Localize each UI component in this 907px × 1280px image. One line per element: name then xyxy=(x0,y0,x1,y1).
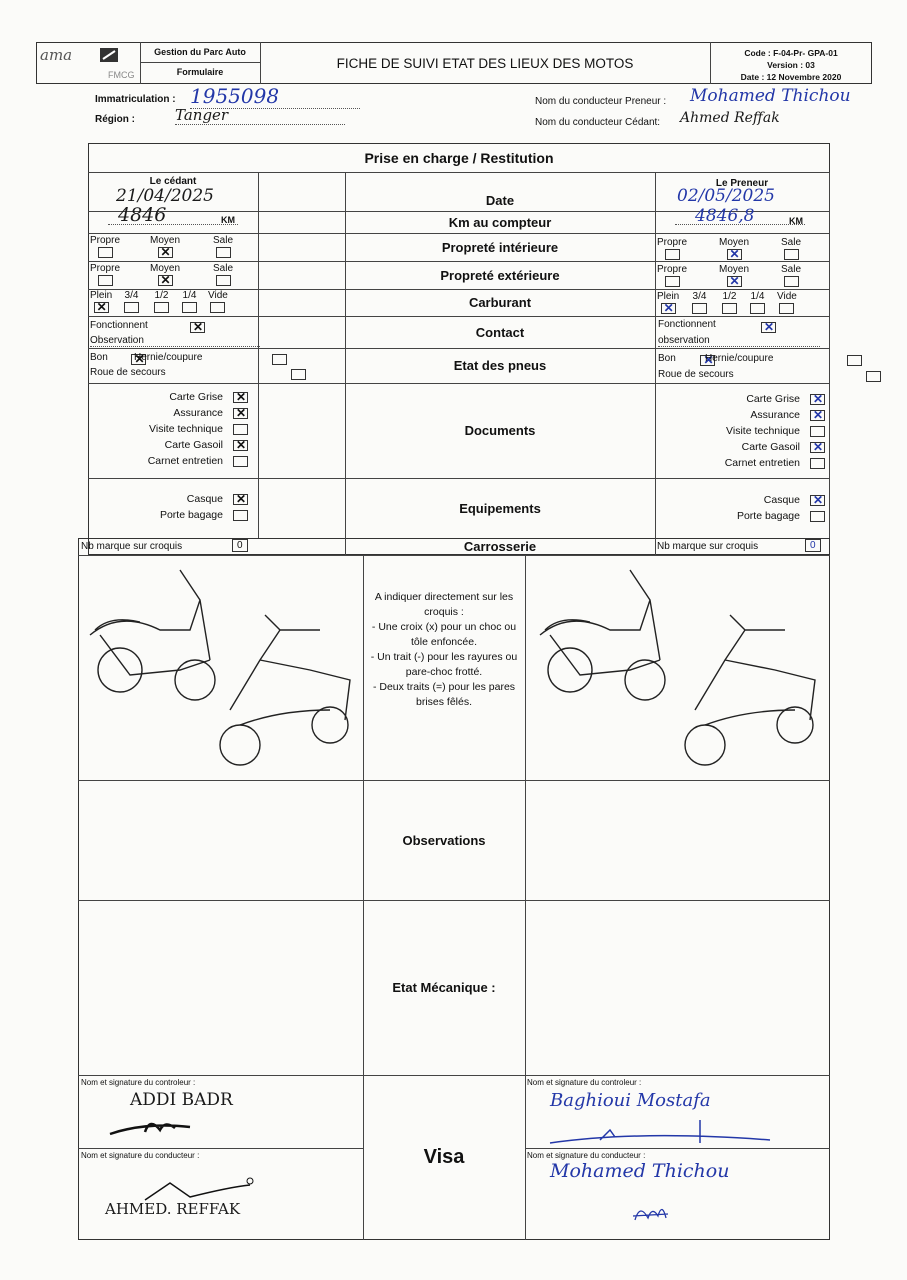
preneur-label: Nom du conducteur Preneur : xyxy=(535,96,667,107)
preneur-conducteur-signature[interactable]: Mohamed Thichou xyxy=(550,1160,730,1182)
signature-scribble-icon xyxy=(540,1115,780,1150)
preneur-contact-checkbox[interactable] xyxy=(761,322,776,333)
preneur-heading: Le Preneur xyxy=(715,177,769,189)
cedant-conducteur-label: Nom et signature du conducteur : xyxy=(81,1151,200,1160)
cedant-km[interactable]: 4846 xyxy=(118,204,167,226)
cedant-assurance-checkbox[interactable] xyxy=(233,408,248,419)
cedant-label: Nom du conducteur Cédant: xyxy=(535,117,661,128)
cedant-fuel-34-checkbox[interactable] xyxy=(124,302,139,313)
preneur-controleur-signature[interactable]: Baghioui Mostafa xyxy=(550,1090,711,1111)
preneur-assurance-checkbox[interactable] xyxy=(810,410,825,421)
scooter-sketches-cedant[interactable] xyxy=(80,560,360,775)
immat-value[interactable]: 1955098 xyxy=(190,84,360,109)
signature-scribble-icon xyxy=(105,1112,195,1142)
preneur-fuel-plein-checkbox[interactable] xyxy=(661,303,676,314)
cedant-roue-checkbox[interactable] xyxy=(291,369,306,380)
preneur-prop-ext-propre-checkbox[interactable] xyxy=(665,276,680,287)
scooter-front-icon xyxy=(685,615,815,765)
region-value[interactable]: Tanger xyxy=(175,106,345,125)
preneur-km[interactable]: 4846,8 xyxy=(695,206,755,226)
doc-version: Version : 03 xyxy=(767,60,815,70)
carrosserie-instructions: A indiquer directement sur les croquis : - Une croix (x) pour un choc ou tôle enfoncée. - Un trait (-) pour les rayures ou pare-choc frotté. - Deux traits (=) pour les pares brises fêlés. xyxy=(370,591,518,708)
preneur-value[interactable]: Mohamed Thichou xyxy=(690,86,851,106)
preneur-date[interactable]: 02/05/2025 xyxy=(677,186,775,206)
cedant-prop-int-propre-checkbox[interactable] xyxy=(98,247,113,258)
scooter-side-icon xyxy=(90,570,215,700)
cedant-fuel-12-checkbox[interactable] xyxy=(154,302,169,313)
row-prop-int: Propreté intérieure xyxy=(441,239,559,255)
row-carrosserie: Carrosserie xyxy=(463,539,537,554)
cedant-nb-marque-label: Nb marque sur croquis xyxy=(81,541,183,552)
cedant-prop-ext-moyen-checkbox[interactable] xyxy=(158,275,173,286)
preneur-prop-ext-moyen-checkbox[interactable] xyxy=(727,276,742,287)
row-km: Km au compteur xyxy=(448,214,552,230)
cedant-fuel-vide-checkbox[interactable] xyxy=(210,302,225,313)
doc-type-label: Formulaire xyxy=(176,67,224,77)
doc-meta xyxy=(710,47,872,83)
preneur-nb-marque-value[interactable]: 0 xyxy=(805,539,821,552)
table-title: Prise en charge / Restitution xyxy=(364,149,554,166)
cedant-controleur-label: Nom et signature du controleur : xyxy=(81,1078,196,1087)
row-observations: Observations xyxy=(402,832,486,848)
cedant-carte-grise-checkbox[interactable] xyxy=(233,392,248,403)
row-carburant: Carburant xyxy=(468,295,532,310)
cedant-prop-int-moyen-checkbox[interactable] xyxy=(158,247,173,258)
cedant-column: Le cédant 21/04/2025 4846 KM Propre Moyen ✕ Sale Propre Moyen ✕ Sale Plein ✕ 3/4 1/2 1/4 Vide Fonctionnent ✕ Observation Bon ✕ Hernie/coupure Roue de secours Carte Grise ✕ Assurance ✕ Visite technique Carte Gasoil ✕ Carnet entretien Casque ✕ Porte bagage xyxy=(88,172,345,538)
row-prop-ext: Propreté extérieure xyxy=(440,267,560,283)
preneur-casque-checkbox[interactable] xyxy=(810,495,825,506)
cedant-porte-bagage-checkbox[interactable] xyxy=(233,510,248,521)
cedant-casque-checkbox[interactable] xyxy=(233,494,248,505)
scooter-front-icon xyxy=(220,615,350,765)
preneur-controleur-label: Nom et signature du controleur : xyxy=(527,1078,642,1087)
cedant-carte-gasoil-checkbox[interactable] xyxy=(233,440,248,451)
preneur-prop-int-propre-checkbox[interactable] xyxy=(665,249,680,260)
logo-mark-icon xyxy=(98,46,120,64)
signature-scribble-icon xyxy=(630,1198,670,1226)
preneur-carnet-checkbox[interactable] xyxy=(810,458,825,469)
cedant-conducteur-signature[interactable]: AHMED. REFFAK xyxy=(105,1200,241,1218)
preneur-prop-int-moyen-checkbox[interactable] xyxy=(727,249,742,260)
preneur-conducteur-label: Nom et signature du conducteur : xyxy=(527,1151,646,1160)
cedant-heading: Le cédant xyxy=(149,175,197,187)
preneur-nb-marque-label: Nb marque sur croquis xyxy=(657,541,759,552)
preneur-fuel-14-checkbox[interactable] xyxy=(750,303,765,314)
preneur-fuel-12-checkbox[interactable] xyxy=(722,303,737,314)
row-equipements: Equipements xyxy=(459,500,541,516)
cedant-fuel-plein-checkbox[interactable] xyxy=(94,302,109,313)
preneur-carte-gasoil-checkbox[interactable] xyxy=(810,442,825,453)
row-documents: Documents xyxy=(464,423,536,438)
immat-label: Immatriculation : xyxy=(95,94,176,105)
cedant-value[interactable]: Ahmed Reffak xyxy=(680,110,780,126)
cedant-pneu-hernie-checkbox[interactable] xyxy=(272,354,287,365)
cedant-carnet-checkbox[interactable] xyxy=(233,456,248,467)
doc-code: Code : F-04-Pr- GPA-01 xyxy=(744,48,838,58)
preneur-carte-grise-checkbox[interactable] xyxy=(810,394,825,405)
cedant-nb-marque-value[interactable]: 0 xyxy=(232,539,248,552)
cedant-visite-checkbox[interactable] xyxy=(233,424,248,435)
cedant-date[interactable]: 21/04/2025 xyxy=(116,186,214,206)
preneur-roue-checkbox[interactable] xyxy=(866,371,881,382)
scooter-side-icon xyxy=(540,570,665,700)
scooter-sketches-preneur[interactable] xyxy=(530,560,825,775)
row-contact: Contact xyxy=(475,324,525,340)
dept-label: Gestion du Parc Auto xyxy=(154,47,246,57)
row-date: Date xyxy=(485,193,515,208)
region-label: Région : xyxy=(95,114,135,125)
preneur-porte-bagage-checkbox[interactable] xyxy=(810,511,825,522)
row-visa: Visa xyxy=(423,1146,465,1168)
preneur-visite-checkbox[interactable] xyxy=(810,426,825,437)
preneur-fuel-34-checkbox[interactable] xyxy=(692,303,707,314)
cedant-prop-int-sale-checkbox[interactable] xyxy=(216,247,231,258)
page-title: FICHE DE SUIVI ETAT DES LIEUX DES MOTOS xyxy=(336,55,634,71)
cedant-controleur-signature[interactable]: ADDI BADR xyxy=(130,1090,233,1110)
cedant-contact-checkbox[interactable] xyxy=(190,322,205,333)
company-logo: ama FMCG xyxy=(40,46,135,80)
preneur-column: Le Preneur 02/05/2025 4846,8 KM Propre Moyen ✕ Sale Propre Moyen ✕ Sale Plein ✕ 3/4 1/2 1/4 Vide Fonctionnent ✕ observation Bon ✕ Hernie/coupure Roue de secours Carte Grise ✕ Assurance ✕ Visite technique Carte Gasoil ✕ Carnet entretien Casque ✕ Porte bagage xyxy=(655,172,829,538)
cedant-fuel-14-checkbox[interactable] xyxy=(182,302,197,313)
row-pneus: Etat des pneus xyxy=(453,358,547,373)
preneur-pneu-hernie-checkbox[interactable] xyxy=(847,355,862,366)
cedant-prop-ext-sale-checkbox[interactable] xyxy=(216,275,231,286)
row-etat-mecanique: Etat Mécanique : xyxy=(392,980,496,995)
preneur-prop-ext-sale-checkbox[interactable] xyxy=(784,276,799,287)
cedant-prop-ext-propre-checkbox[interactable] xyxy=(98,275,113,286)
doc-date: Date : 12 Novembre 2020 xyxy=(740,72,842,82)
preneur-prop-int-sale-checkbox[interactable] xyxy=(784,249,799,260)
preneur-fuel-vide-checkbox[interactable] xyxy=(779,303,794,314)
